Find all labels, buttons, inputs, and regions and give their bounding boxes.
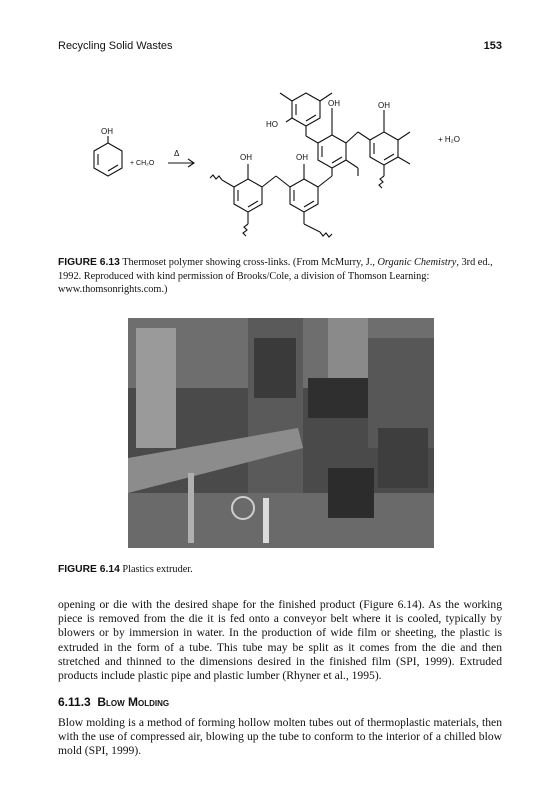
- thermoset-polymer-structure: [58, 68, 502, 246]
- page-number: 153: [483, 40, 502, 52]
- ring-b-oh-label: OH: [296, 153, 308, 162]
- body-paragraph-2: Blow molding is a method of forming hollow molten tubes out of thermoplastic materials, then with the use of compressed air, blowing up the tube to conform to the interior of a chilled blow mold (SPI, 1999).: [58, 716, 502, 758]
- section-title: Blow Molding: [97, 695, 170, 709]
- figure-6-14-caption-text: Plastics extruder.: [122, 564, 193, 575]
- ring-a-oh-label: OH: [240, 153, 252, 162]
- reaction-arrow: [168, 159, 194, 167]
- figure-6-13-label: FIGURE 6.13: [58, 257, 120, 268]
- ring-a: [210, 164, 276, 236]
- heat-delta-label: Δ: [174, 149, 180, 158]
- ring-d: [280, 93, 332, 136]
- phenol-ring: [94, 136, 122, 176]
- ring-e: [358, 110, 410, 188]
- ring-b: [276, 164, 332, 237]
- figure-6-14-caption: [58, 563, 502, 577]
- phenol-oh-label: OH: [101, 127, 113, 136]
- section-heading: [58, 695, 169, 709]
- figure-6-13-caption: [58, 256, 502, 297]
- section-number: 6.11.3: [58, 695, 91, 709]
- body-paragraph-1: opening or die with the desired shape for the finished product (Figure 6.14). As the working piece is removed from the die it is fed onto a conveyor belt where it is cooled, typically by blowers or by immersion in water. In the production of wide film or sheeting, the plastic is extruded in the form of a tube. This tube may be split as it comes from the die and then stretched and thinned to the dimensions desired in the finished film (SPI, 1999). Extruded products include plastic pipe and plastic lumber (Rhyner et al., 1995).: [58, 598, 502, 683]
- plastics-extruder-photo: [128, 318, 434, 548]
- figure-6-14-label: FIGURE 6.14: [58, 564, 120, 575]
- running-header: [58, 40, 502, 56]
- formaldehyde-label: + CH₂O: [130, 160, 155, 167]
- ring-c: [306, 108, 358, 176]
- figure-6-13-caption-end: , 3rd ed., 1992. Reproduced with kind permission of Brooks/Cole, a division of Thomson Learning: www.thomsonrights.com.): [58, 257, 493, 295]
- running-title: Recycling Solid Wastes: [58, 40, 173, 52]
- figure-6-13-caption-italic: Organic Chemistry: [377, 257, 457, 268]
- figure-6-13-caption-text: Thermoset polymer showing cross-links. (From McMurry, J.,: [122, 257, 378, 268]
- ring-c-oh-label: OH: [328, 99, 340, 108]
- ring-d-ho-label: HO: [266, 120, 278, 129]
- ring-e-oh-label: OH: [378, 101, 390, 110]
- water-label: + H₂O: [438, 135, 460, 144]
